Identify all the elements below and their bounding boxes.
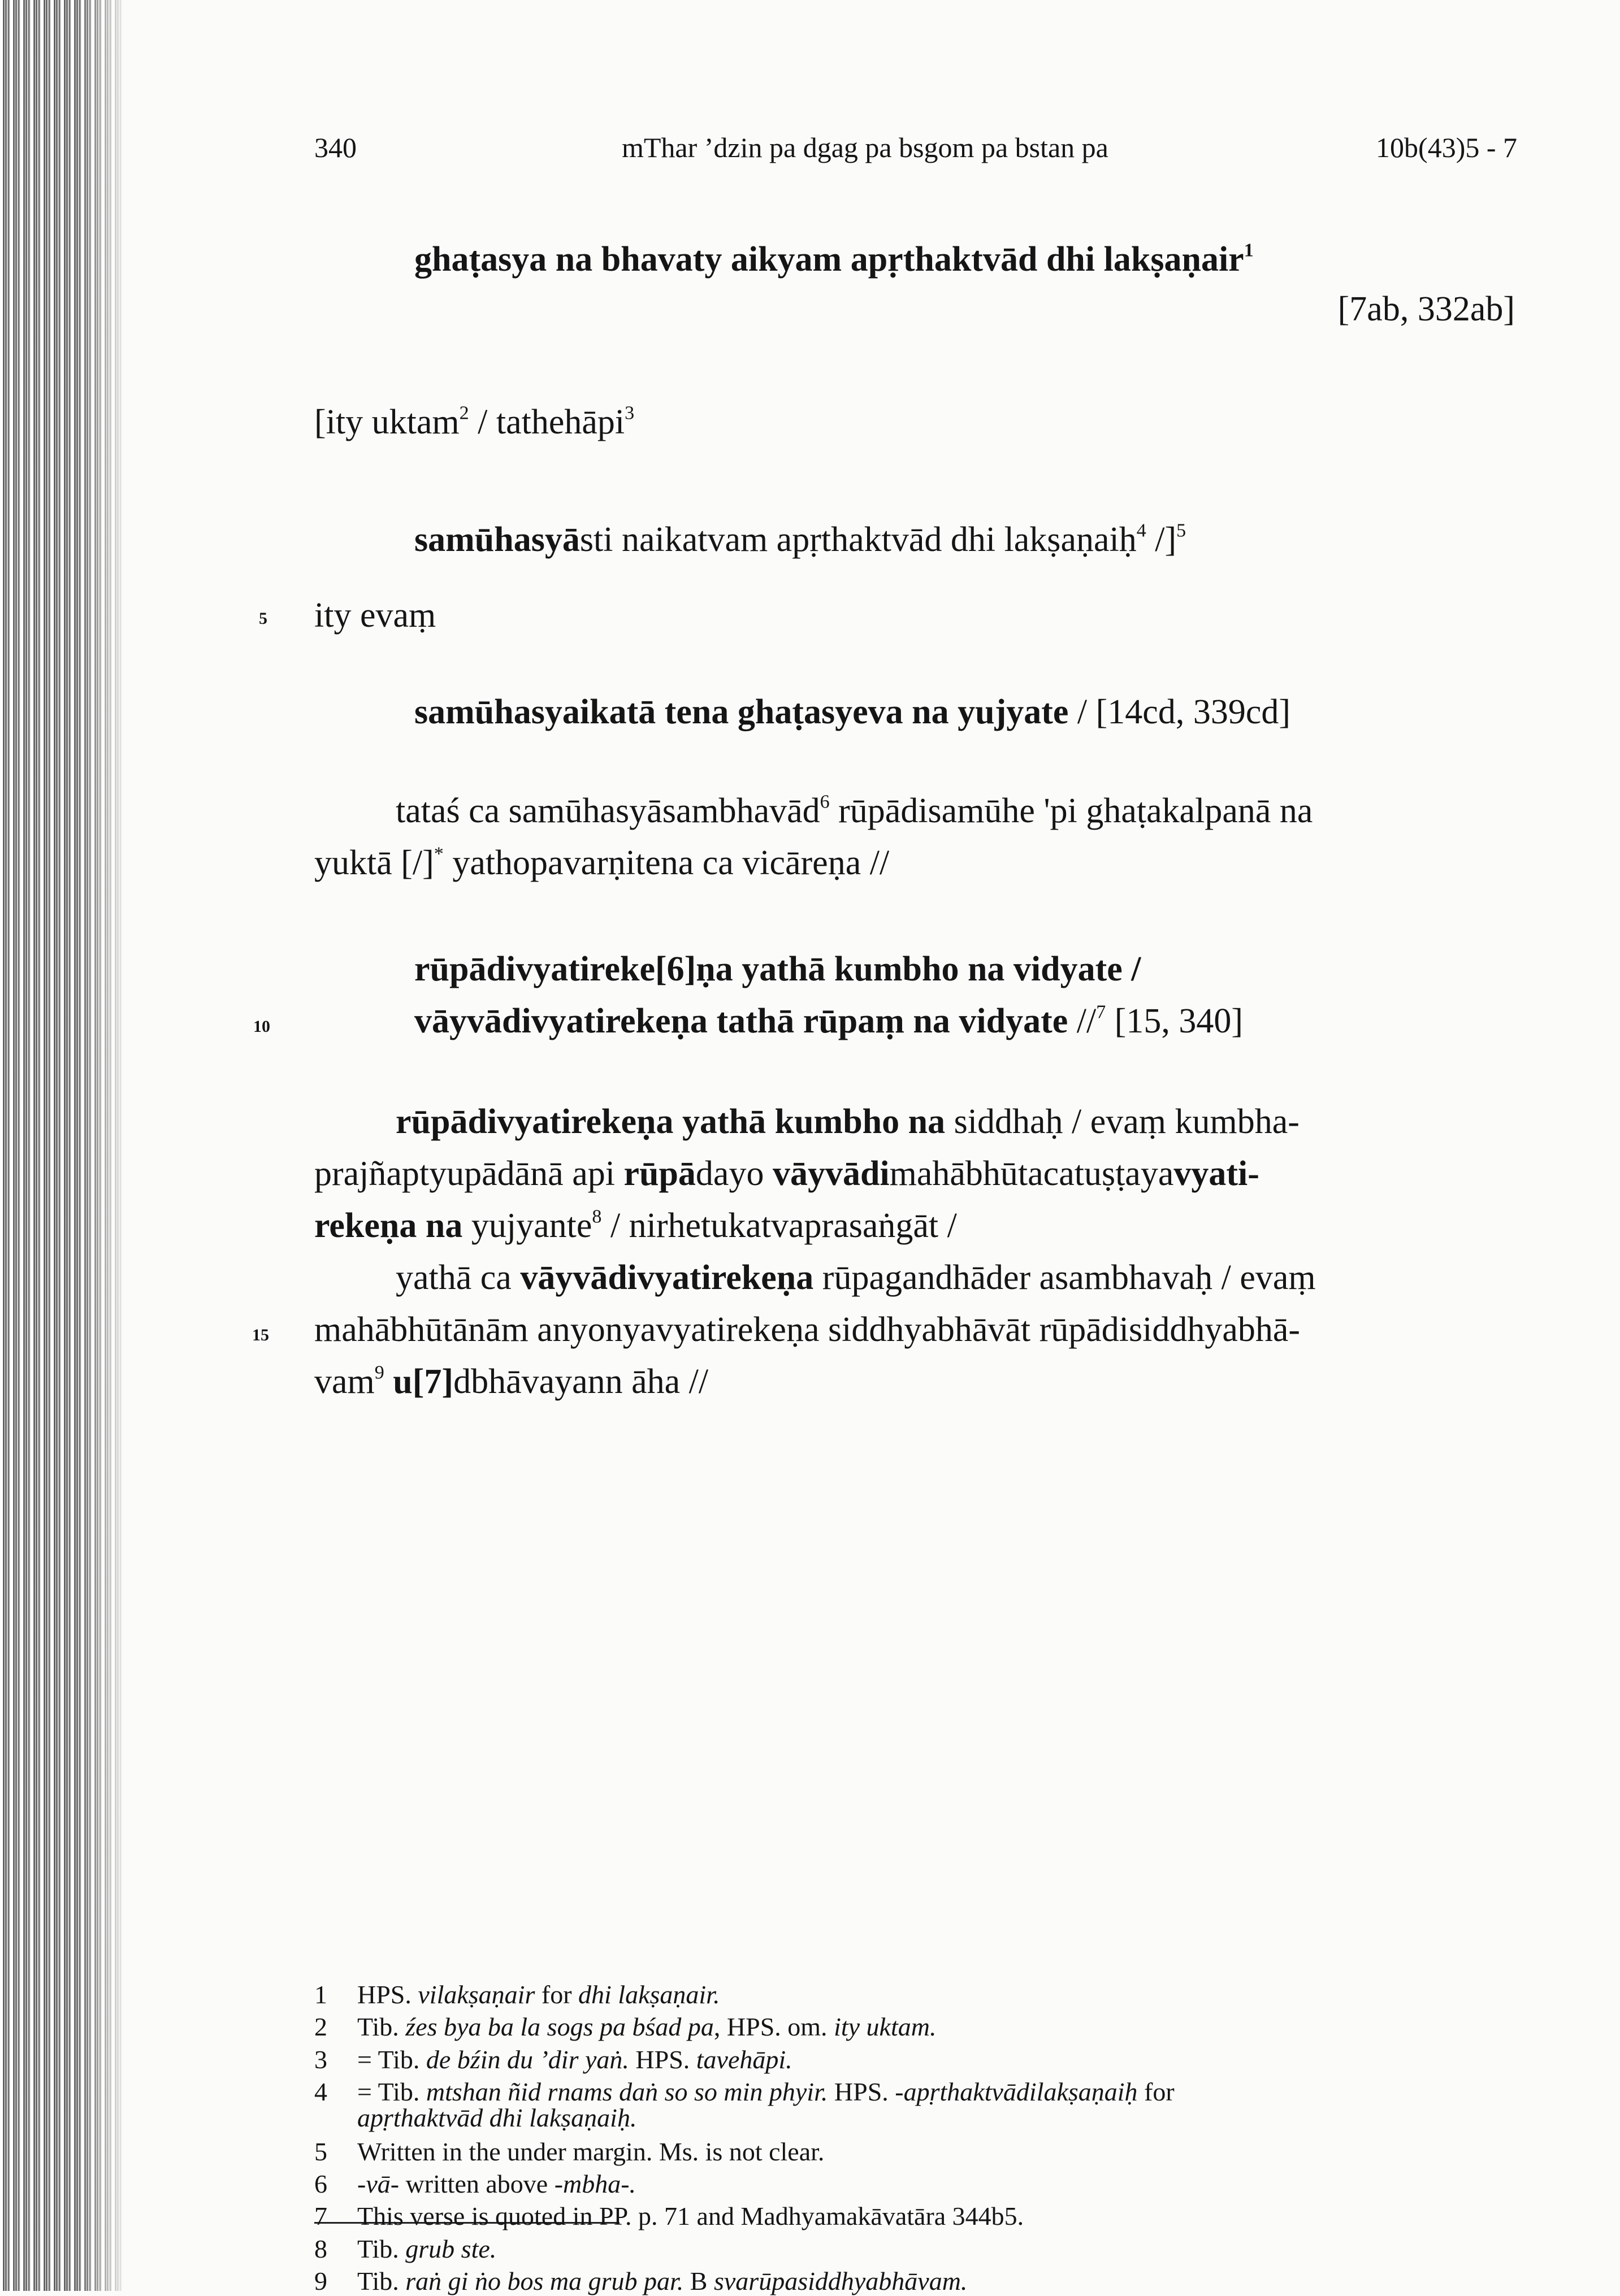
footnote-number: 2 bbox=[314, 2012, 327, 2041]
page-number: 340 bbox=[314, 132, 357, 163]
footnote-text: , HPS. om. bbox=[713, 2012, 834, 2041]
footnote-text: grub ste. bbox=[405, 2234, 497, 2263]
footnote-text: This verse is quoted in PP. p. 71 and Madhyamakāvatāra 344b5. bbox=[357, 2202, 1024, 2230]
footnote-text: for bbox=[535, 1980, 579, 2009]
prose-line-vam: vam$^9$ u[7]dbhāvayann āha // bbox=[314, 1362, 709, 1401]
line-number-5: 5 bbox=[259, 609, 267, 628]
footnote-number: 9 bbox=[314, 2267, 327, 2295]
footnote-number: 1 bbox=[314, 1980, 327, 2009]
footnote-text: -apṛthaktvādilakṣaṇaiḥ bbox=[895, 2077, 1138, 2106]
verse-line-15ab: rūpādivyatireke[6]ṇa yathā kumbho na vidyate / bbox=[414, 950, 1141, 988]
prose-line-yukta: yuktā [/]* yathopavarṇitena ca vicāreṇa // bbox=[314, 843, 890, 882]
footnote-text: źes bya ba la sogs pa bśad pa bbox=[405, 2012, 714, 2041]
footnote-text: ity uktam. bbox=[834, 2012, 937, 2041]
footnote-text: tavehāpi. bbox=[696, 2045, 792, 2074]
footnote-text: Tib. bbox=[357, 2234, 406, 2263]
line-number-15: 15 bbox=[252, 1326, 269, 1344]
line-number-10: 10 bbox=[253, 1017, 270, 1036]
prose-line-ity-uktam: [ity uktam$^2$ / tathehāpi$^3$ bbox=[314, 402, 635, 441]
running-title: mThar ’dzin pa dgag pa bsgom pa bstan pa bbox=[622, 132, 1108, 163]
footnote-text: apṛthaktvād dhi lakṣaṇaiḥ. bbox=[357, 2103, 637, 2132]
footnote-7 bbox=[314, 2201, 1024, 2231]
footnote-text: Tib. bbox=[357, 2267, 406, 2295]
footnote-text: vilakṣaṇair bbox=[418, 1980, 535, 2009]
verse-ref-7ab: [7ab, 332ab] bbox=[1337, 290, 1515, 328]
prose-line-tatas: tataś ca samūhasyāsambhavād$^6$ rūpādisamūhe 'pi ghaṭakalpanā na bbox=[396, 791, 1313, 830]
footnote-text: svarūpasiddhyabhāvam. bbox=[713, 2267, 968, 2295]
footnote-9 bbox=[314, 2266, 967, 2296]
footnote-cont bbox=[314, 2103, 636, 2133]
prose-line-mahabhutanam: mahābhūtānām anyonyavyatirekeṇa siddhyabhāvāt rūpādisiddhyabhā- bbox=[314, 1310, 1301, 1349]
footnote-text: de bźin du ’dir yaṅ. bbox=[426, 2045, 629, 2074]
footnote-text: -mbha-. bbox=[554, 2169, 636, 2198]
footnote-text: = Tib. bbox=[357, 2045, 426, 2074]
verse-line-samuhasyasti: samūhasyāsti naikatvam apṛthaktvād dhi lakṣaṇaiḥ$^4$ /]$^5$ bbox=[414, 520, 1186, 559]
verse-line-7ab: ghaṭasya na bhavaty aikyam apṛthaktvād dhi lakṣaṇair$^1$ bbox=[414, 240, 1254, 279]
footnote-text: HPS. bbox=[357, 1980, 418, 2009]
footnote-2 bbox=[314, 2012, 936, 2042]
prose-line-yatha-ca: yathā ca vāyvādivyatirekeṇa rūpagandhāder asambhavaḥ / evaṃ bbox=[396, 1258, 1316, 1297]
folio-reference: 10b(43)5 - 7 bbox=[1376, 132, 1517, 163]
footnote-text: HPS. bbox=[629, 2045, 696, 2074]
footnote-text: -vā- bbox=[357, 2169, 400, 2198]
footnote-number: 4 bbox=[314, 2077, 327, 2106]
prose-line-ity-evam: ity evaṃ bbox=[314, 596, 436, 635]
footnote-text: = Tib. bbox=[357, 2077, 426, 2106]
footnote-text: Written in the under margin. Ms. is not clear. bbox=[357, 2137, 825, 2166]
footnote-number: 8 bbox=[314, 2234, 327, 2263]
spine-shadow bbox=[79, 0, 130, 2291]
prose-line-prajnapti: prajñaptyupādānā api rūpādayo vāyvādimahābhūtacatuṣṭayavyati- bbox=[314, 1154, 1259, 1193]
footnote-6 bbox=[314, 2169, 636, 2199]
verse-line-14cd: samūhasyaikatā tena ghaṭasyeva na yujyate / [14cd, 339cd] bbox=[414, 693, 1290, 731]
footnote-1 bbox=[314, 1980, 720, 2009]
footnote-text: B bbox=[683, 2267, 714, 2295]
footnote-text: mtshan ñid rnams daṅ so so min phyir. bbox=[426, 2077, 828, 2106]
footnote-text: for bbox=[1137, 2077, 1175, 2106]
footnote-text: raṅ gi ṅo bos ma grub par. bbox=[405, 2267, 684, 2295]
footnote-number: 5 bbox=[314, 2137, 327, 2166]
footnote-text: dhi lakṣaṇair. bbox=[578, 1980, 720, 2009]
prose-line-rupadi: rūpādivyatirekeṇa yathā kumbho na siddhaḥ / evaṃ kumbha- bbox=[396, 1103, 1300, 1141]
footnote-text: Tib. bbox=[357, 2012, 406, 2041]
footnote-number: 7 bbox=[314, 2202, 327, 2230]
footnote-text: written above bbox=[399, 2169, 555, 2198]
verse-line-15cd: vāyvādivyatirekeṇa tathā rūpaṃ na vidyate //$^7$ [15, 340] bbox=[414, 1001, 1244, 1040]
footnote-text: HPS. bbox=[828, 2077, 895, 2106]
footnote-8 bbox=[314, 2234, 496, 2264]
footnote-3 bbox=[314, 2045, 792, 2074]
footnote-number: 3 bbox=[314, 2045, 327, 2074]
footnote-number: 6 bbox=[314, 2169, 327, 2198]
footnote-5 bbox=[314, 2137, 824, 2167]
prose-line-rekena: rekeṇa na yujyante$^8$ / nirhetukatvaprasaṅgāt / bbox=[314, 1206, 957, 1245]
